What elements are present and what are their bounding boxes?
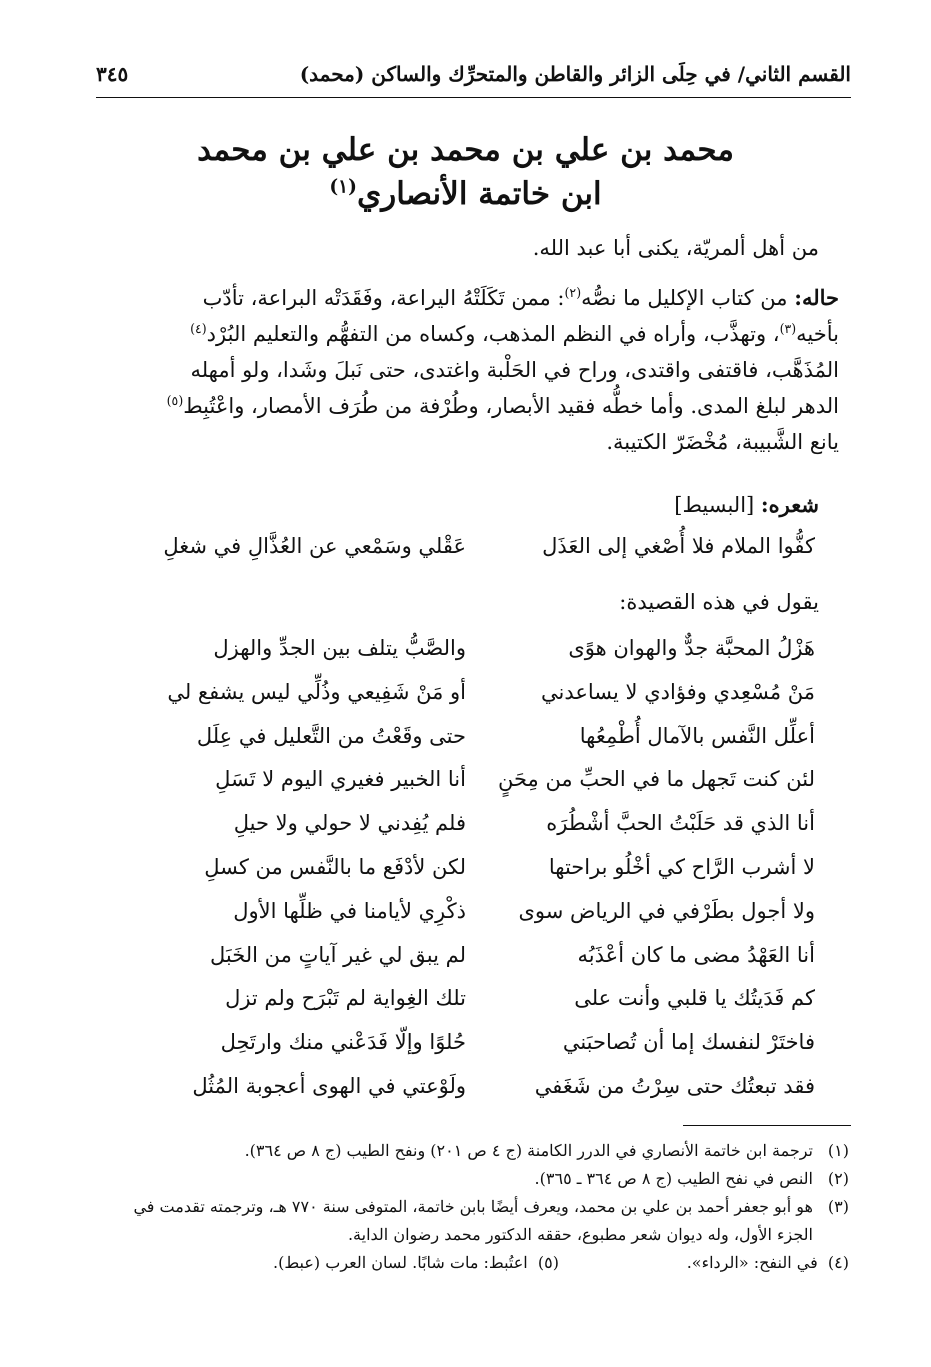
hal-label: حاله: xyxy=(794,285,839,310)
footnote-text: في النفح: «الرداء». xyxy=(686,1253,818,1272)
poem-verse xyxy=(96,943,831,987)
hemistich-second: ذكْرِي لأيامنا في ظلِّها الأول xyxy=(233,898,466,923)
header-divider xyxy=(96,97,851,98)
biography-line xyxy=(96,280,839,316)
entry-title xyxy=(80,128,851,216)
footnotes xyxy=(96,1137,849,1277)
entry-title-name: ابن خاتمة الأنصاري xyxy=(356,176,602,212)
footnote-text: اعتُبط: مات شابًا. لسان العرب (عبط). xyxy=(273,1253,528,1272)
footnote-number: (٢) xyxy=(827,1169,849,1188)
biography-line: المُذَهَّب، فاقتفى واقتدى، وراح في الحَلْبة واغتدى، حتى نَبلَ وشَدا، ولو أمهله xyxy=(190,358,839,382)
hemistich-second: حتى وقَعْتُ من التَّعليل في عِلَل xyxy=(196,723,466,748)
hemistich-second: فلم يُفِدني لا حولي ولا حيلِ xyxy=(233,811,466,836)
hemistich-second: والصَّبُّ يتلف بين الجدِّ والهزل xyxy=(213,636,466,660)
hemistich-first: لا أشرب الرَّاح كي أخْلُو براحتها xyxy=(548,854,815,879)
hemistich-second: أنا الخبير فغيري اليوم لا تَسَلِ xyxy=(215,767,466,792)
biography-text: بأخيه xyxy=(796,322,839,346)
poem-verse xyxy=(96,1074,831,1118)
biography-line: يانع الشَّبيبة، مُخْضَرّ الكتيبة. xyxy=(606,430,839,454)
intro-text: من أهل ألمريّة، يكنى أبا عبد الله. xyxy=(532,236,819,260)
header-title: القسم الثاني/ في حِلَى الزائر والقاطن والمتحرِّك والساكن (محمد) xyxy=(299,62,851,86)
biography-text: ، وتهذَّب، وأراه في النظم المذهب، وكساه من التفهُّم والتعليم البُرْد xyxy=(206,322,780,346)
hemistich-second: ولَوْعتي في الهوى أعجوبة المُثُل xyxy=(192,1073,466,1098)
poem-verse xyxy=(96,680,831,724)
opening-verse xyxy=(96,534,831,574)
biography-line xyxy=(96,388,839,424)
footnote-1 xyxy=(96,1137,849,1165)
footnote-number: (٤) xyxy=(827,1253,849,1272)
hemistich-first: فاختَرْ لنفسك إما أن تُصاحبَني xyxy=(562,1030,815,1055)
poem-verse xyxy=(96,767,831,811)
poem-verse xyxy=(96,724,831,768)
hemistich-first: هَزْلُ المحبَّة جدٌّ والهوان هوًى xyxy=(568,636,815,660)
biography-line xyxy=(96,316,839,352)
hemistich-first: فقد تبعتُك حتى سِرْتُ من شَغَفي xyxy=(534,1073,815,1098)
meter-label: [البسيط] xyxy=(674,493,755,517)
footnote-ref-1[interactable]: (١) xyxy=(329,176,357,198)
footnote-number: (٥) xyxy=(537,1253,559,1272)
footnote-ref-4[interactable]: (٤) xyxy=(190,321,207,336)
biography-text: : ممن تَكَلَتْهُ اليراعة، وفَقَدَتْه البراعة، تأدّب xyxy=(202,286,565,310)
poem-verse xyxy=(96,899,831,943)
footnote-4 xyxy=(687,1249,849,1277)
footnote-text: هو أبو جعفر أحمد بن علي بن محمد، ويعرف أيضًا بابن خاتمة، المتوفى سنة ٧٧٠ هـ، وترجمته تقدمت في الجزء الأول، وله ديوان شعر مطبوع، حققه الدكتور محمد رضوان الداية. xyxy=(133,1197,813,1244)
entry-title-line-1: محمد بن علي بن محمد بن علي بن محمد xyxy=(197,132,734,168)
footnotes-4-5 xyxy=(96,1249,849,1277)
hemistich-second: أو مَنْ شَفِيعي وذُلِّي ليس يشفع لي xyxy=(167,679,466,704)
footnote-ref-5[interactable]: (٥) xyxy=(166,393,184,408)
footnote-ref-3[interactable]: (٣) xyxy=(779,321,797,336)
footnote-number: (١) xyxy=(827,1141,849,1160)
footnote-5 xyxy=(273,1249,559,1277)
biography-paragraph xyxy=(96,280,839,460)
hemistich-first: أنا العَهْدُ مضى ما كان أعْذَبُه xyxy=(577,942,815,967)
hemistich-first: لئن كنت تَجهل ما في الحبِّ من مِحَنٍ xyxy=(497,767,815,792)
hemistich-first: ولا أجول بطَرْفي في الرياض سوى xyxy=(518,898,815,923)
hemistich-first: أعلِّل النَّفس بالآمال أُطْمِعُها xyxy=(579,723,815,748)
hemistich-first: كم فَدَيتُك يا قلبي وأنت على xyxy=(574,986,815,1011)
hemistich-second: حُلوًا وإلّا فَدَعْني منك وارتَحِل xyxy=(220,1030,466,1055)
biography-text: من كتاب الإكليل ما نصُّه xyxy=(581,286,788,310)
hemistich-first: كفُّوا الملام فلا أُصْغي إلى العَذَل xyxy=(542,534,815,558)
hemistich-second: تلك الغِواية لم تَبْرَح ولم تزل xyxy=(225,986,466,1011)
entry-title-line-2 xyxy=(80,172,851,216)
poetry-heading xyxy=(674,487,819,523)
hemistich-first: مَنْ مُسْعِدي وفؤادي لا يساعدني xyxy=(540,679,815,704)
qasida-intro: يقول في هذه القصيدة: xyxy=(619,590,819,614)
footnote-number: (٣) xyxy=(827,1197,849,1216)
biography-text: الدهر لبلغ المدى. وأما خطُّه فقيد الأبصار، وطُرْفة من طُرَف الأمصار، واعْتُبِط xyxy=(183,394,839,418)
footnote-text: النص في نفح الطيب (ج ٨ ص ٣٦٤ ـ ٣٦٥). xyxy=(534,1169,813,1188)
poem-verse xyxy=(96,636,831,680)
poem-verse xyxy=(96,1030,831,1074)
poem-verse xyxy=(96,986,831,1030)
page-number: ٣٤٥ xyxy=(96,62,129,86)
poem-verse xyxy=(96,855,831,899)
footnote-ref-2[interactable]: (٢) xyxy=(564,285,582,300)
shiir-label: شعره: xyxy=(760,492,819,517)
footnote-divider xyxy=(683,1125,851,1126)
poem-verse xyxy=(96,811,831,855)
running-header xyxy=(96,58,851,92)
footnote-2 xyxy=(96,1165,849,1193)
poem xyxy=(96,636,831,1118)
hemistich-second: لكن لأدْفَع ما بالنَّفس من كسلِ xyxy=(204,854,466,879)
hemistich-second: لم يبق لي غير آياتٍ من الخَبَل xyxy=(209,942,466,967)
footnote-3 xyxy=(96,1193,849,1249)
hemistich-first: أنا الذي قد حَلَبْتُ الحبَّ أشْطُرَه xyxy=(546,811,815,836)
footnote-text: ترجمة ابن خاتمة الأنصاري في الدرر الكامنة (ج ٤ ص ٢٠١) ونفح الطيب (ج ٨ ص ٣٦٤). xyxy=(244,1141,813,1160)
hemistich-second: عَقْلي وسَمْعي عن العُذَّالِ في شغلِ xyxy=(163,534,466,558)
